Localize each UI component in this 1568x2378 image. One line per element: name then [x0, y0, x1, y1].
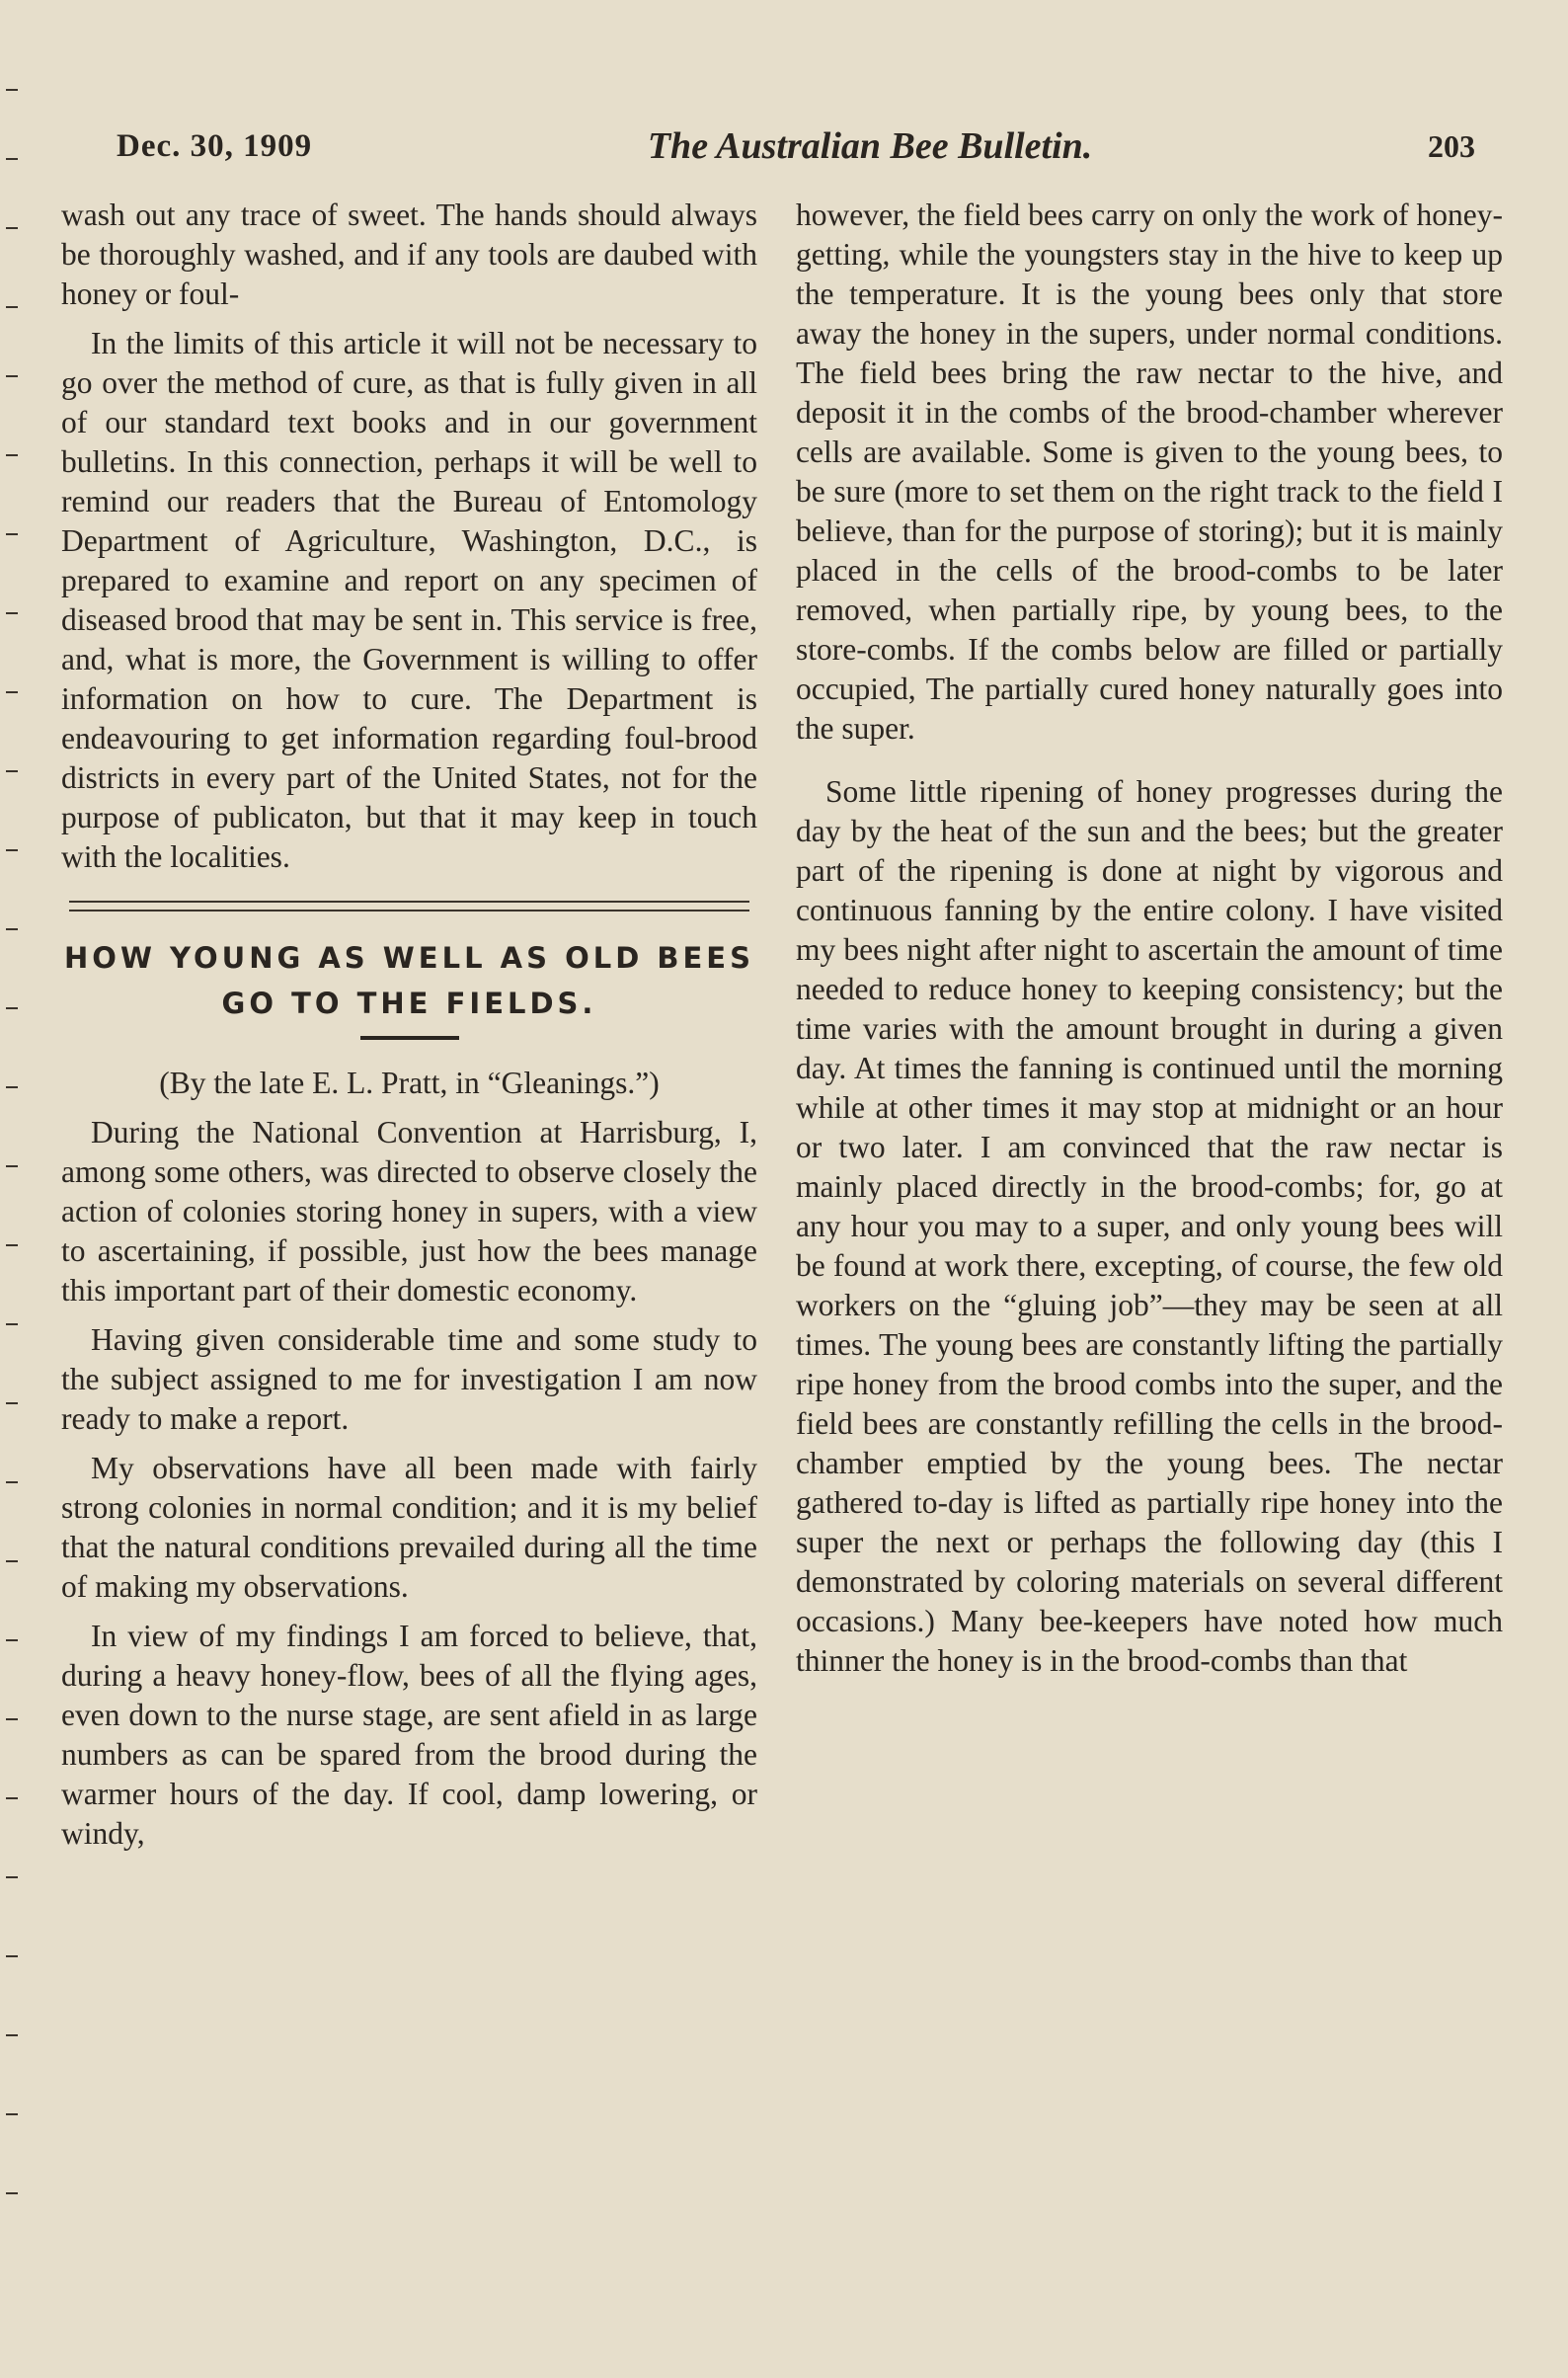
publication-title: The Australian Bee Bulletin. [647, 125, 1093, 167]
issue-date: Dec. 30, 1909 [117, 127, 313, 164]
running-header [117, 117, 1475, 176]
right-column [796, 196, 1503, 1691]
left-paragraph-2: In the limits of this article it will not be necessary to go over the method of cure, as that is fully given in all of our standard text books and in our government bulletins. In this connection, perhaps it will be well to remind our readers that the Bureau of Entomology Department of Agriculture, Washington, D.C., is prepared to examine and report on any specimen of diseased brood that may be sent in. This service is free, and, what is more, the Government is willing to offer information on how to cure. The Department is endeavouring to get information regarding foul-brood districts in every part of the United States, not for the purpose of publicaton, but that it may keep in touch with the localities. [61, 326, 757, 874]
page-number: 203 [1428, 127, 1475, 164]
left-column [61, 196, 757, 1863]
right-paragraph-2: Some little ripening of honey progresses during the day by the heat of the sun and the bees; but the greater part of the ripening is done at night by vigorous and continuous fanning by the entire colony. I have visited my bees night after night to ascertain the amount of time needed to reduce honey to keeping consistency; but the time varies with the amount brought in during a given day. At times the fanning is continued until the morning while at other times it may stop at midnight or an hour or two later. I am convinced that the raw nectar is mainly placed directly in the brood-combs; for, go at any hour you may to a super, and only young bees will be found at work there, excepting, of course, the few old workers on the “gluing job”—they may be seen at all times. The young bees are constantly lifting the partially ripe honey from the brood combs into the super, and the field bees are constantly refilling the cells in the brood-chamber emptied by the young bees. The nectar gathered to-day is lifted as partially ripe honey into the super the next or perhaps the following day (this I demonstrated by coloring materials on several different occasions.) Many bee-keepers have noted how much thinner the honey is in the brood-combs than that [796, 774, 1503, 1678]
section-divider [69, 901, 749, 912]
left-paragraph-1: wash out any trace of sweet. The hands should always be thoroughly washed, and if any tools are daubed with honey or foul- [61, 198, 757, 311]
left-paragraph-6: In view of my findings I am forced to believe, that, during a heavy honey-flow, bees of all the flying ages, even down to the nurse stage, are sent afield in as large numbers as can be spared from the brood during the warmer hours of the day. If cool, damp lowering, or windy, [61, 1619, 757, 1851]
left-paragraph-3: During the National Convention at Harrisburg, I, among some others, was directed to observe closely the action of colonies storing honey in supers, with a view to ascertaining, if possible, just how the bees manage this important part of their domestic economy. [61, 1115, 757, 1308]
article-byline: (By the late E. L. Pratt, in “Gleanings.”) [159, 1066, 660, 1100]
title-rule [360, 1036, 459, 1040]
left-paragraph-5: My observations have all been made with fairly strong colonies in normal condition; and it is my belief that the natural conditions prevailed during all the time of making my observations. [61, 1451, 757, 1604]
left-paragraph-4: Having given considerable time and some study to the subject assigned to me for investigation I am now ready to make a report. [61, 1322, 757, 1436]
article-title: HOW YOUNG AS WELL AS OLD BEES GO TO THE FIELDS. [64, 941, 754, 1020]
right-paragraph-1: however, the field bees carry on only the work of honey-getting, while the youngsters stay in the hive to keep up the temperature. It is the young bees only that store away the honey in the supers, under normal conditions. The field bees bring the raw nectar to the hive, and deposit it in the combs of the brood-chamber wherever cells are available. Some is given to the young bees, to be sure (more to set them on the right track to the field I believe, than for the purpose of storing); but it is mainly placed in the cells of the brood-combs to be later removed, when partially ripe, by young bees, to the store-combs. If the combs below are filled or partially occupied, The partially cured honey naturally goes into the super. [796, 198, 1503, 746]
margin-binding-marks [0, 79, 30, 2291]
